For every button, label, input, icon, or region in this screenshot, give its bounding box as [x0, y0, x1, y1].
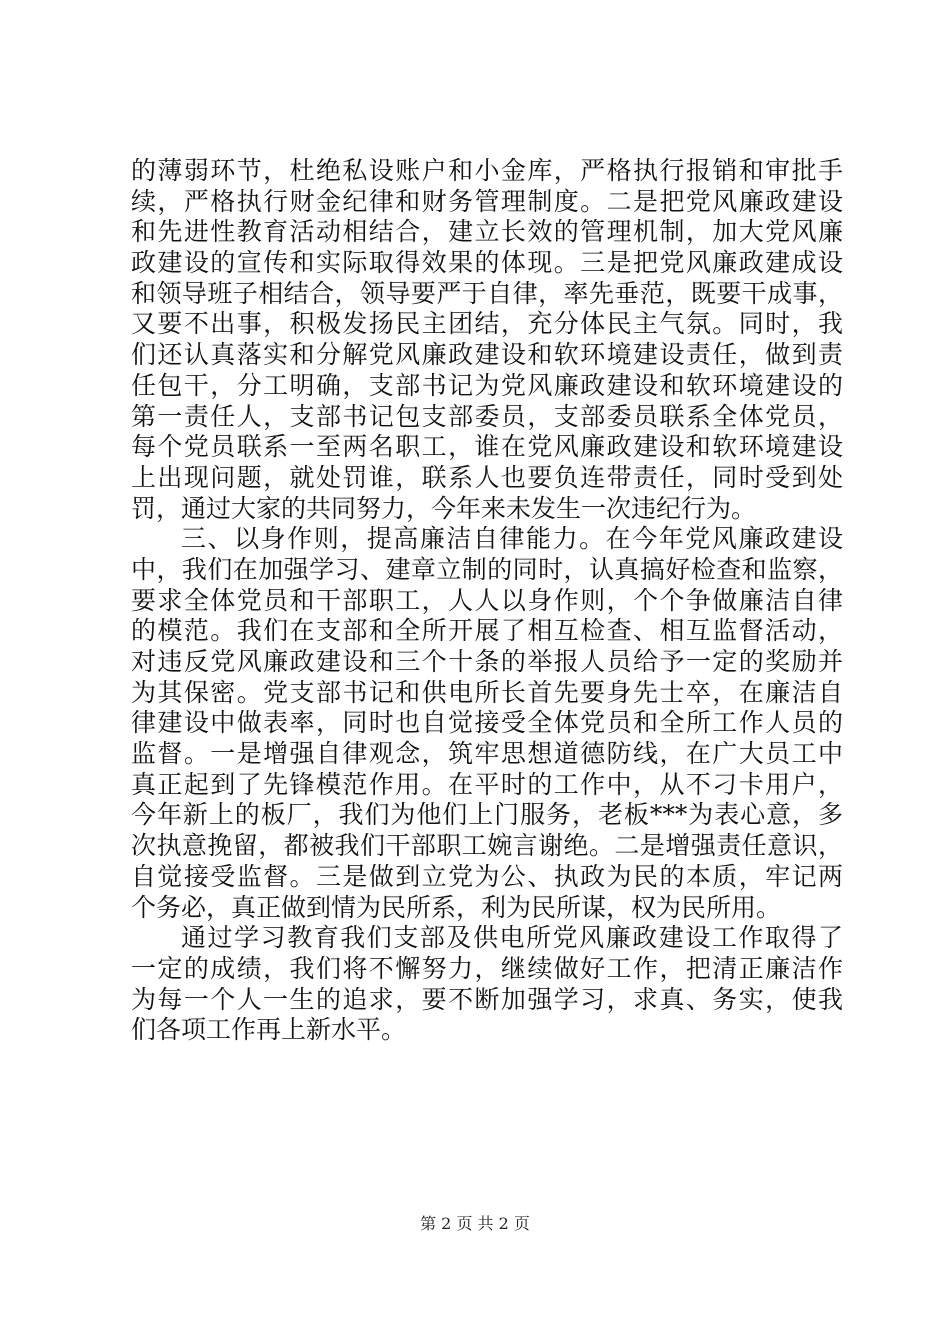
text-line: 为其保密。党支部书记和供电所长首先要身先士卒，在廉洁自 — [131, 677, 843, 707]
text-line: 为每一个人一生的追求，要不断加强学习，求真、务实，使我 — [131, 984, 843, 1014]
text-line: 任包干，分工明确，支部书记为党风廉政建设和软环境建设的 — [131, 370, 843, 400]
page-number: 第 2 页 共 2 页 — [420, 1214, 530, 1233]
text-line: 的薄弱环节，杜绝私设账户和小金库，严格执行报销和审批手 — [131, 156, 843, 185]
text-line: 又要不出事，积极发扬民主团结，充分体民主气氛。同时，我 — [131, 309, 843, 339]
text-line: 次执意挽留，都被我们干部职工婉言谢绝。二是增强责任意识， — [131, 831, 843, 861]
text-line: 要求全体党员和干部职工，人人以身作则，个个争做廉洁自律 — [131, 585, 843, 615]
text-line: 每个党员联系一至两名职工，谁在党风廉政建设和软环境建设 — [131, 432, 843, 462]
text-line: 罚，通过大家的共同努力，今年来未发生一次违纪行为。 — [131, 493, 757, 523]
text-line: 三、以身作则，提高廉洁自律能力。在今年党风廉政建设 — [181, 524, 843, 554]
text-line: 和先进性教育活动相结合，建立长效的管理机制，加大党风廉 — [131, 217, 843, 247]
document-body — [131, 156, 843, 1046]
text-line: 第一责任人，支部书记包支部委员，支部委员联系全体党员， — [131, 401, 843, 431]
text-line: 中，我们在加强学习、建章立制的同时，认真搞好检查和监察， — [131, 554, 843, 584]
text-line: 政建设的宣传和实际取得效果的体现。三是把党风廉政建成设 — [131, 248, 843, 278]
text-line: 律建设中做表率，同时也自觉接受全体党员和全所工作人员的 — [131, 708, 843, 738]
text-line: 监督。一是增强自律观念，筑牢思想道德防线，在广大员工中 — [131, 739, 843, 769]
paragraph-1 — [131, 156, 843, 524]
text-line: 的模范。我们在支部和全所开展了相互检查、相互监督活动， — [131, 616, 843, 646]
text-line: 通过学习教育我们支部及供电所党风廉政建设工作取得了 — [181, 923, 843, 953]
text-line: 真正起到了先锋模范作用。在平时的工作中，从不刁卡用户， — [131, 769, 843, 799]
text-line: 们还认真落实和分解党风廉政建设和软环境建设责任，做到责 — [131, 340, 843, 370]
text-line: 今年新上的板厂，我们为他们上门服务，老板***为表心意，多 — [131, 800, 843, 830]
text-line: 和领导班子相结合，领导要严于自律，率先垂范，既要干成事， — [131, 278, 843, 308]
text-line: 们各项工作再上新水平。 — [131, 1015, 407, 1045]
text-line: 对违反党风廉政建设和三个十条的举报人员给予一定的奖励并 — [131, 647, 843, 676]
paragraph-2 — [131, 524, 843, 923]
text-line: 续，严格执行财金纪律和财务管理制度。二是把党风廉政建设 — [131, 186, 843, 216]
text-line: 上出现问题，就处罚谁，联系人也要负连带责任，同时受到处 — [131, 462, 843, 492]
text-line: 个务必，真正做到情为民所系，利为民所谋，权为民所用。 — [131, 892, 782, 922]
text-line: 自觉接受监督。三是做到立党为公、执政为民的本质，牢记两 — [131, 861, 843, 891]
text-line: 一定的成绩，我们将不懈努力，继续做好工作，把清正廉洁作 — [131, 953, 843, 983]
paragraph-3 — [131, 923, 843, 1046]
